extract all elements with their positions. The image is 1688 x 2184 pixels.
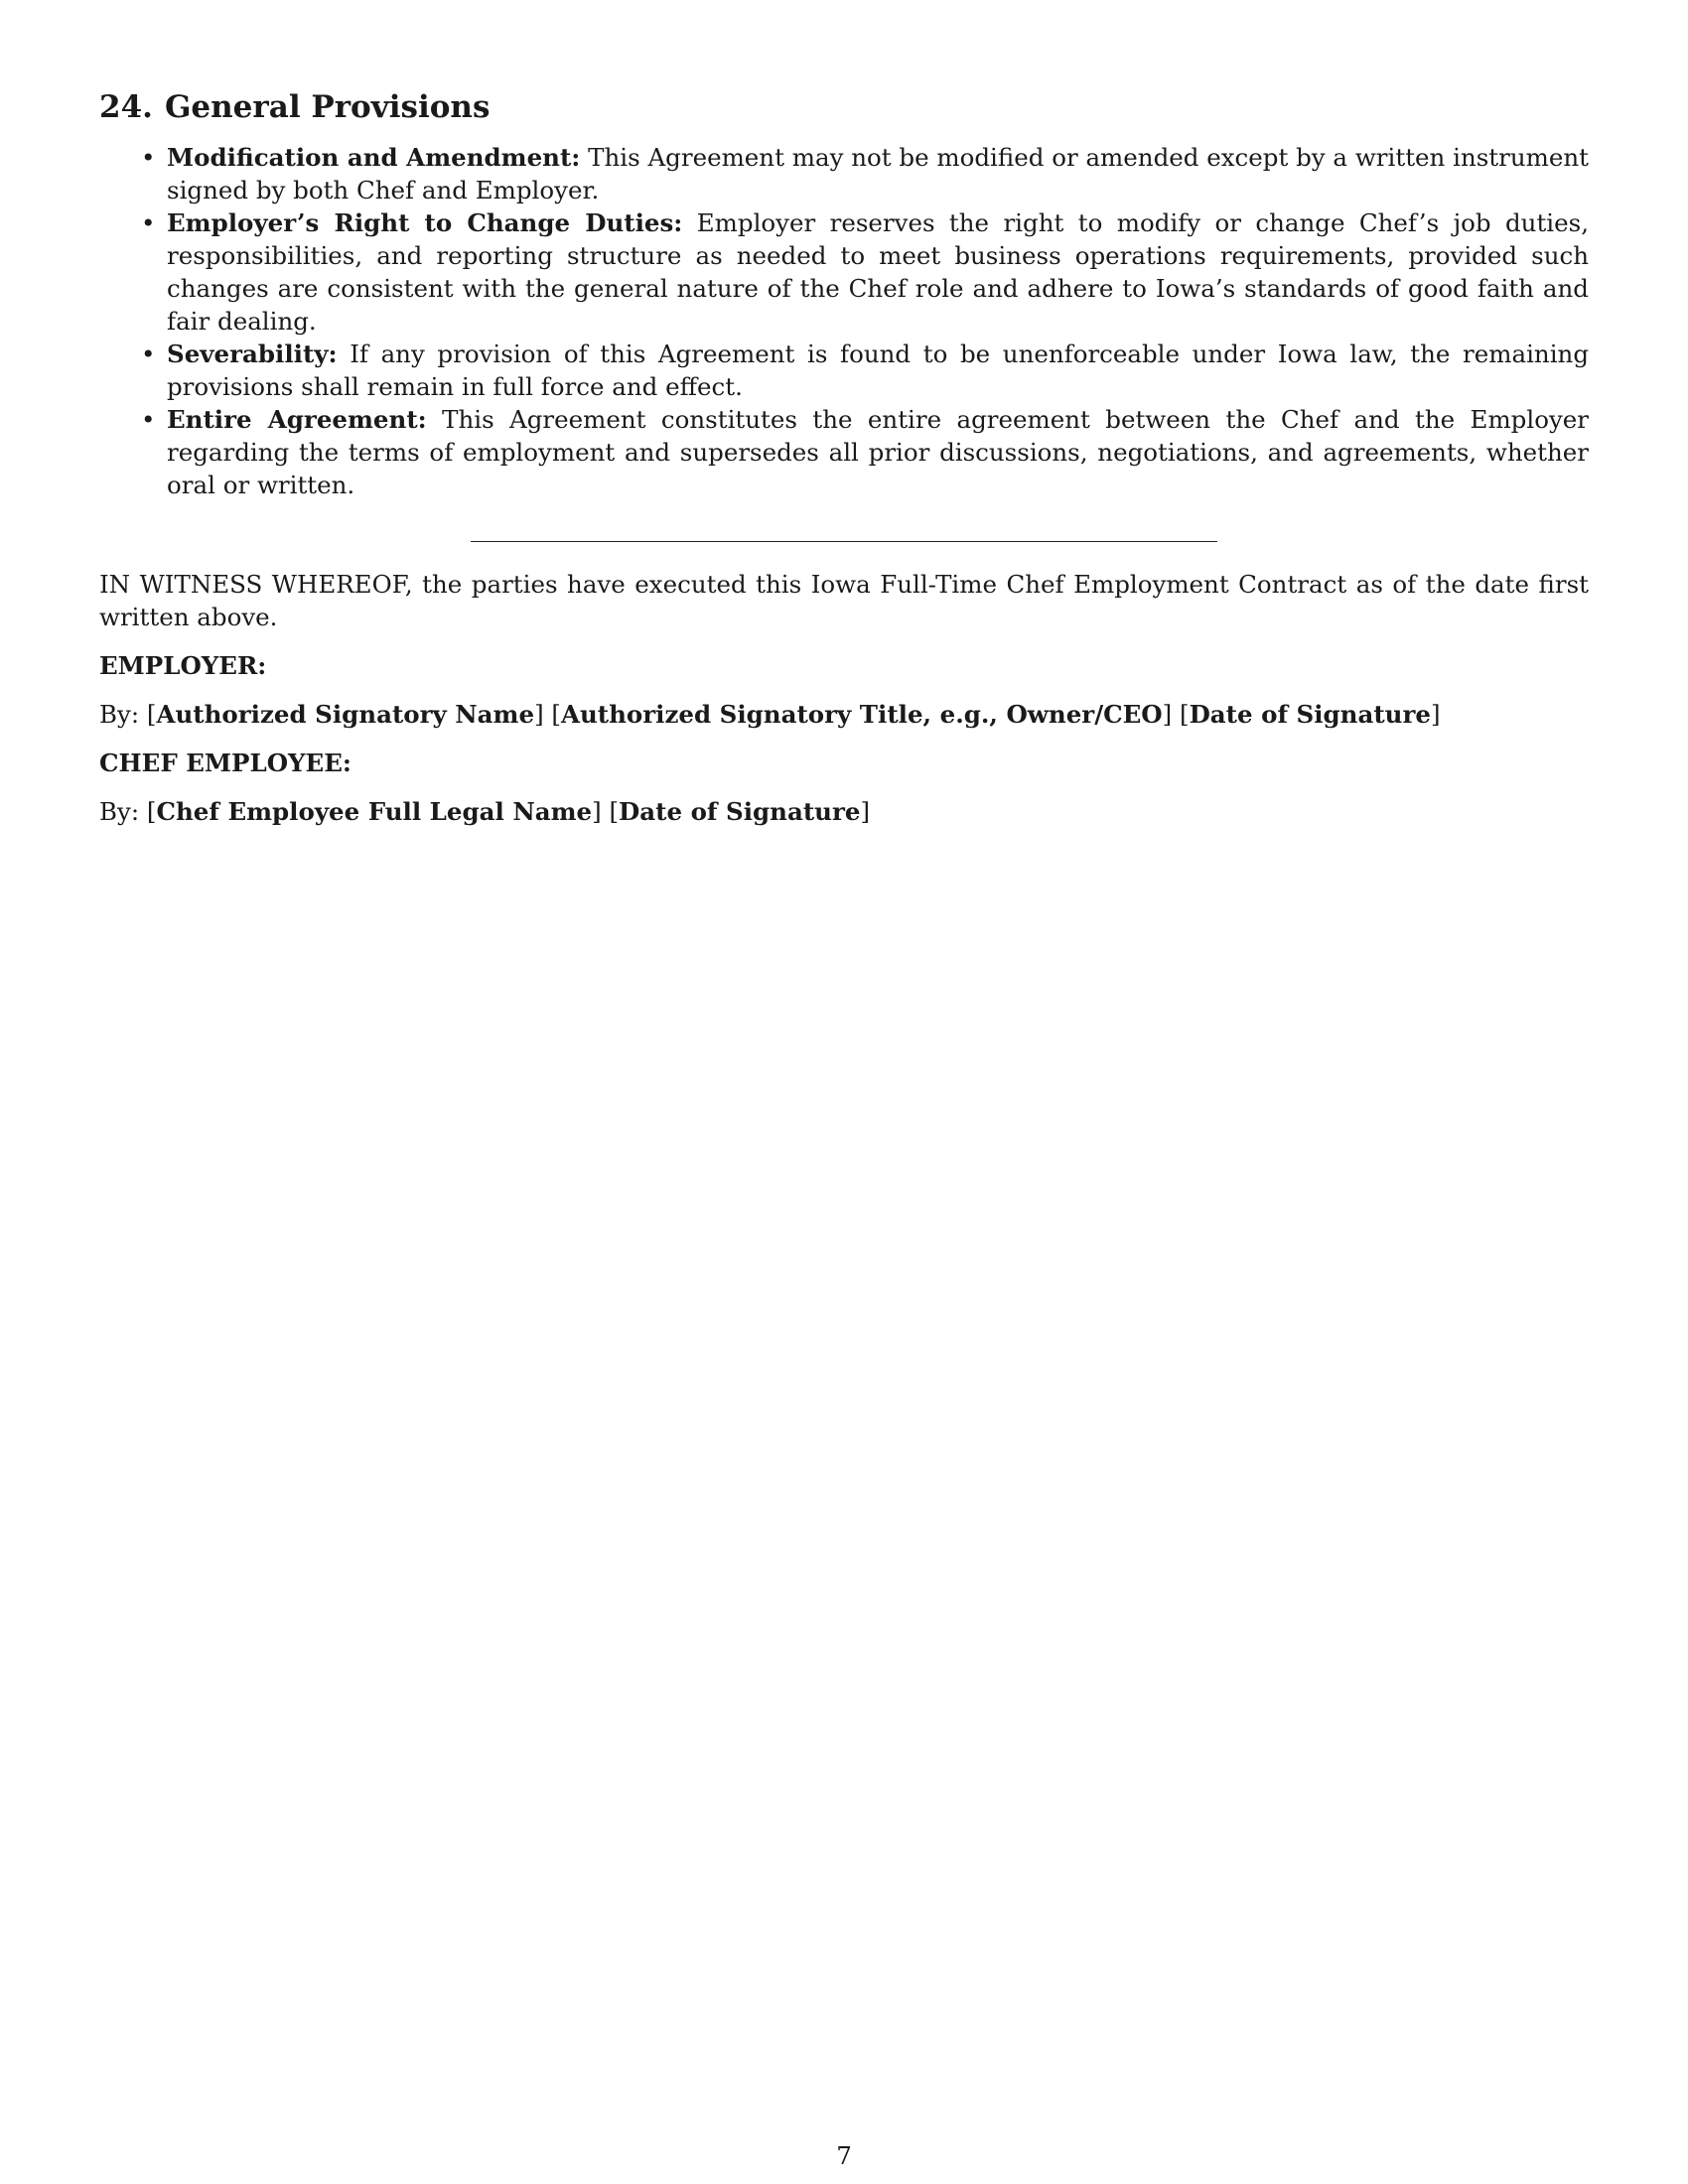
- provision-text: This Agreement may not be modified or amended except by a written instrument signed by both Chef and Employer.: [167, 143, 1590, 205]
- employer-signature-date: Date of Signature: [1189, 700, 1431, 730]
- provision-text: This Agreement constitutes the entire agreement between the Chef and the Employer regarding the terms of employment and supersedes all prior discussions, negotiations, and agreements, whether oral or written.: [167, 405, 1589, 500]
- provision-term: Entire Agreement:: [167, 405, 427, 435]
- chef-by: By:: [99, 797, 140, 827]
- document-page: [99, 87, 1589, 844]
- provision-term: Severability:: [167, 340, 338, 369]
- provision-text: If any provision of this Agreement is found to be unenforceable under Iowa law, the remaining provisions shall remain in full force and effect.: [167, 340, 1589, 402]
- provisions-list: [99, 141, 1589, 501]
- section-number: 24.: [99, 89, 153, 125]
- provision-item: [167, 338, 1589, 403]
- provision-item: [167, 141, 1589, 206]
- employer-label: EMPLOYER:: [99, 651, 267, 681]
- provision-item: [167, 403, 1589, 501]
- section-title: General Provisions: [164, 89, 491, 125]
- witness-paragraph: IN WITNESS WHEREOF, the parties have executed this Iowa Full-Time Chef Employment Contract as of the date first written above.: [99, 570, 1589, 632]
- provision-term: Modification and Amendment:: [167, 143, 581, 173]
- chef-name: Chef Employee Full Legal Name: [156, 797, 593, 827]
- employer-signatory-title: Authorized Signatory Title, e.g., Owner/CEO: [560, 700, 1163, 730]
- page-number: 7: [836, 2141, 852, 2170]
- provision-text: Employer reserves the right to modify or change Chef’s job duties, responsibilities, and reporting structure as needed to meet business operations requirements, provided such changes are consistent with the general nature of the Chef role and adhere to Iowa’s standards of good faith and fair dealing.: [167, 208, 1590, 337]
- chef-signature-line: By: [Chef Employee Full Legal Name] [Date of Signature]: [99, 797, 871, 827]
- employer-by: By:: [99, 700, 140, 730]
- chef-label: CHEF EMPLOYEE:: [99, 749, 352, 778]
- employer-signature-line: By: [Authorized Signatory Name] [Authorized Signatory Title, e.g., Owner/CEO] [Date of Signature]: [99, 700, 1441, 730]
- provision-item: [167, 206, 1589, 338]
- chef-signature-date: Date of Signature: [619, 797, 861, 827]
- section-heading: [99, 87, 1589, 127]
- employer-signatory-name: Authorized Signatory Name: [156, 700, 535, 730]
- provision-term: Employer’s Right to Change Duties:: [167, 208, 683, 238]
- horizontal-divider: [471, 541, 1217, 542]
